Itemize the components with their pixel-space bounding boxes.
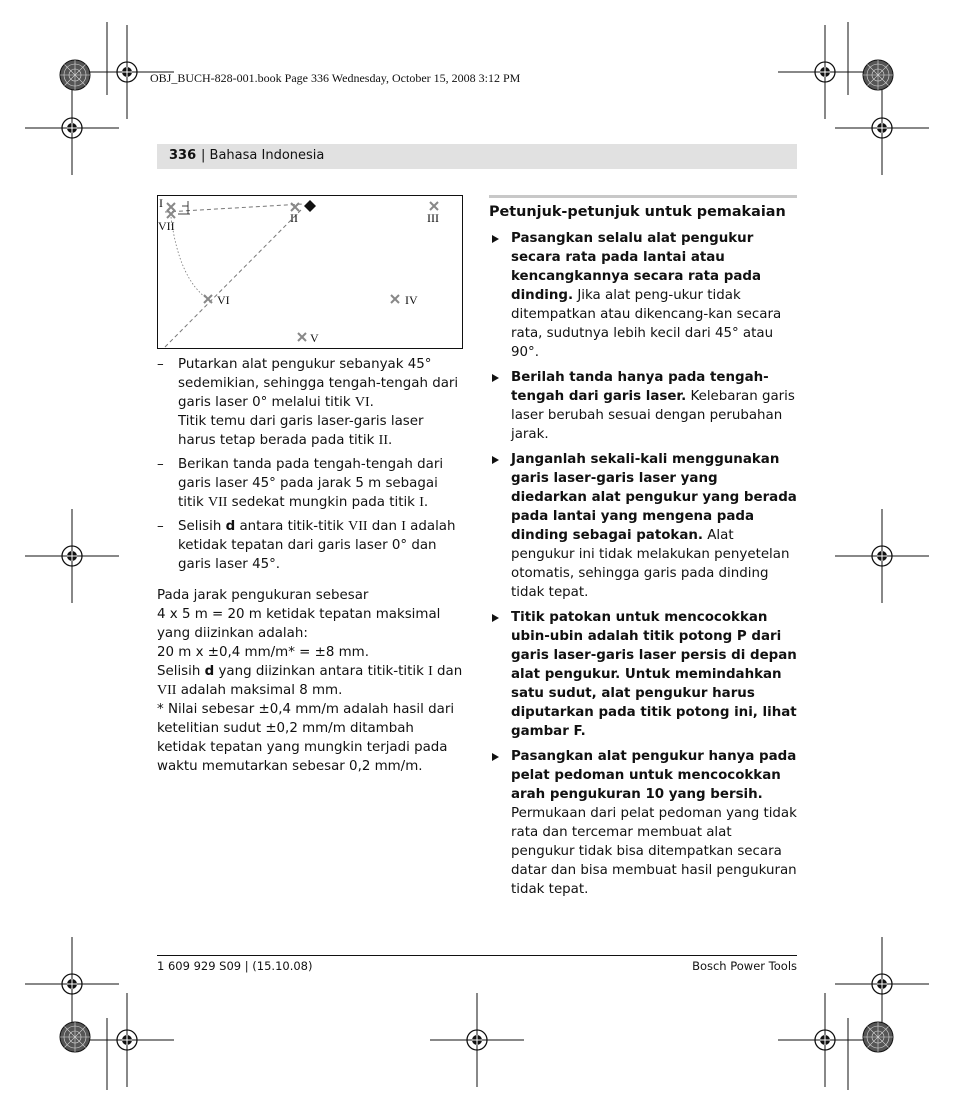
item-text: dan [367, 519, 402, 534]
section-title: Petunjuk-petunjuk untuk pemakaian [489, 204, 786, 220]
usage-tip [489, 747, 797, 899]
paragraph-line [157, 662, 465, 700]
color-rosette [863, 1022, 893, 1052]
variable-d: d [204, 664, 215, 679]
usage-tip [489, 229, 797, 362]
usage-tip [489, 450, 797, 602]
dash-marker: – [157, 357, 164, 372]
registration-cross [25, 81, 119, 175]
paragraph-line: 4 x 5 m = 20 m ketidak tepatan maksimal yang diizinkan adalah: [157, 607, 441, 641]
point-ref: VII [157, 683, 177, 698]
registration-cross [430, 993, 524, 1087]
rotation-arc [171, 217, 209, 300]
triangle-bullet-icon [492, 374, 499, 382]
dash-marker: – [157, 519, 164, 534]
section-rule [489, 195, 797, 198]
item-text: antara titik-titik [235, 519, 349, 534]
page-language [201, 148, 324, 163]
registration-cross [25, 509, 119, 603]
point-ref: I [419, 495, 424, 510]
point-label-IV: IV [405, 293, 418, 307]
item-text: . [387, 433, 393, 448]
page-header-band [157, 144, 797, 169]
item-text: . [423, 495, 429, 510]
tip-text: Kelebaran garis laser berubah sesuai dengan perubahan jarak. [511, 389, 795, 442]
registration-cross [835, 937, 929, 1031]
usage-tip [489, 368, 797, 444]
registration-cross [835, 509, 929, 603]
item-text: yang diizinkan antara titik-titik [214, 664, 429, 679]
point-ref: I [401, 519, 406, 534]
item-text: Putarkan alat pengukur sebanyak 45° sedemikian, sehingga tengah-tengah dari garis laser 0° melalui titik [178, 357, 459, 410]
color-rosette [60, 60, 90, 90]
registration-cross [25, 937, 119, 1031]
tip-bold: Titik patokan untuk mencocokkan ubin-ubin adalah titik potong P dari garis laser-garis laser persis di depan alat pengukur. Untuk memindahkan satu sudut, alat pengukur harus diputarkan pada titik potong ini, lihat gambar F. [511, 610, 797, 739]
tip-bold: Pasangkan selalu alat pengukur secara rata pada lantai atau kencangkannya secara rata pada dinding. [511, 231, 761, 303]
tip-text: Jika alat peng-ukur tidak ditempatkan atau dikencang-kan secara rata, sudutnya lebih kecil dari 45° atau 90°. [511, 288, 782, 360]
point-label-VII: VII [158, 219, 175, 233]
marker-x-icon [167, 202, 438, 341]
item-text: Selisih [157, 664, 205, 679]
tip-bold: Pasangkan alat pengukur hanya pada pelat pedoman untuk mencocokkan arah pengukuran 10 yang bersih. [511, 749, 797, 802]
point-label-II: II [290, 211, 298, 225]
footnote: * Nilai sebesar ±0,4 mm/m adalah hasil dari ketelitian sudut ±0,2 mm/m ditambah ketidak tepatan yang mungkin terjadi pada waktu memutarkan sebesar 0,2 mm/m. [157, 702, 455, 774]
registration-cross [835, 81, 929, 175]
triangle-bullet-icon [492, 614, 499, 622]
instruction-item [157, 455, 465, 512]
registration-cross [778, 993, 872, 1087]
laser-line-45deg [165, 208, 303, 347]
point-label-I: I [159, 196, 163, 210]
triangle-bullet-icon [492, 753, 499, 761]
registration-cross [778, 25, 872, 119]
paragraph-line: 20 m x ±0,4 mm/m* = ±8 mm. [157, 645, 369, 660]
item-text: sedekat mungkin pada titik [227, 495, 420, 510]
tip-text: Permukaan dari pelat pedoman yang tidak rata dan tercemar membuat alat pengukur tidak bisa ditempatkan secara datar dan bisa membuat hasil pengukuran tidak tepat. [511, 806, 797, 897]
point-ref: VI [354, 395, 370, 410]
reference-tick [178, 201, 190, 214]
language-label: Bahasa Indonesia [209, 148, 325, 163]
right-column [489, 195, 797, 905]
item-text: Titik temu dari garis laser-garis laser harus tetap berada pada titik [178, 414, 424, 448]
print-header: OBJ_BUCH-828-001.book Page 336 Wednesday, October 15, 2008 3:12 PM [150, 71, 521, 85]
color-rosette [60, 1022, 90, 1052]
footer-doc-number: 1 609 929 S09 | (15.10.08) [157, 959, 313, 973]
paragraph-line: Pada jarak pengukuran sebesar [157, 588, 369, 603]
dash-marker: – [157, 457, 164, 472]
usage-tip [489, 608, 797, 741]
tip-text: Alat pengukur ini tidak melakukan penyetelan otomatis, sehingga garis pada dinding tidak tepat. [511, 528, 790, 600]
item-text: Berikan tanda pada tengah-tengah dari garis laser 45° pada jarak 5 m sebagai titik [178, 457, 444, 510]
item-text: Selisih [178, 519, 226, 534]
variable-d: d [225, 519, 236, 534]
laser-device-icon [304, 200, 316, 212]
point-ref: II [378, 433, 388, 448]
point-ref: VII [348, 519, 368, 534]
registration-cross [80, 993, 174, 1087]
page-separator: | [201, 148, 206, 163]
left-column [157, 355, 465, 776]
tolerance-paragraph [157, 586, 465, 776]
tip-bold: Berilah tanda hanya pada tengah-tengah dari garis laser. [511, 370, 769, 404]
point-ref: I [428, 664, 433, 679]
item-text: adalah maksimal 8 mm. [176, 683, 343, 698]
item-text: adalah ketidak tepatan dari garis laser 0° dan garis laser 45°. [178, 519, 456, 572]
tip-bold: Janganlah sekali-kali menggunakan garis laser-garis laser yang diedarkan alat pengukur yang berada pada lantai yang mengena pada dinding sebagai patokan. [511, 452, 797, 543]
instruction-item [157, 355, 465, 450]
alignment-figure [157, 195, 463, 349]
color-rosette [863, 60, 893, 90]
item-text: dan [432, 664, 463, 679]
footer-rule [157, 955, 797, 956]
point-label-V: V [310, 331, 319, 345]
item-text: . [369, 395, 374, 410]
figure-frame [158, 196, 463, 349]
point-label-III: III [427, 211, 439, 225]
triangle-bullet-icon [492, 235, 499, 243]
point-ref: VII [207, 495, 228, 510]
point-label-VI: VI [217, 293, 230, 307]
laser-line-0deg [165, 204, 303, 212]
instruction-item [157, 517, 465, 574]
triangle-bullet-icon [492, 456, 499, 464]
footer-brand: Bosch Power Tools [692, 959, 797, 973]
page-number: 336 [169, 148, 197, 163]
